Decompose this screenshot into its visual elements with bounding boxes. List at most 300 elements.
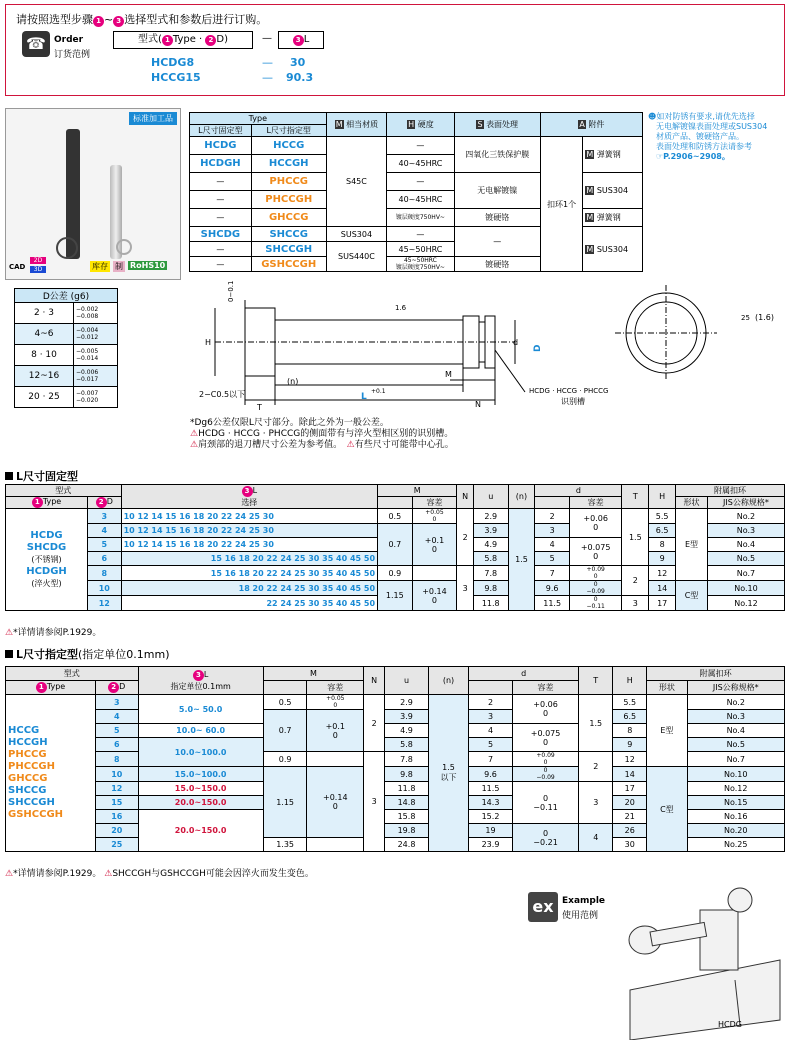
spec-type: PHCCG: [8, 749, 47, 760]
surface-cell: 四氧化三铁保护膜: [454, 137, 540, 173]
cell-l-range: 10.0~100.0: [138, 738, 263, 767]
th-hardness: 硬度: [417, 120, 434, 129]
cell-h: 5.5: [613, 695, 647, 710]
type-spec: HCCGH: [251, 155, 326, 173]
th-type: 型式: [6, 667, 139, 681]
cell-d: 6: [96, 738, 139, 752]
cell-dd: 7: [469, 752, 513, 767]
cell-dtol: 0 −0.21: [512, 824, 578, 852]
cell-jis: No.12: [707, 596, 784, 611]
fixed-type: SHCDG: [26, 541, 67, 553]
example-badge: ex: [528, 892, 558, 922]
cell-u: 3.9: [385, 710, 429, 724]
dim-h: H: [205, 338, 212, 347]
dtol-lower: −0.020: [76, 397, 99, 404]
cell-jis: No.10: [687, 767, 785, 782]
cell-jis: No.12: [687, 782, 785, 796]
cell-shape: C型: [676, 581, 708, 611]
cell-l-range: 5.0~ 50.0: [138, 695, 263, 724]
drawing-notes: [190, 418, 454, 451]
cell-l-range: 20.0~150.0: [138, 796, 263, 810]
th-n: N: [457, 485, 474, 509]
type-fixed: HCDGH: [190, 155, 252, 173]
cell-l-list: 10 12 14 15 16 18 20 22 24 25 30: [121, 509, 377, 524]
cell-dtol: 0 −0.11: [512, 782, 578, 824]
cell-h: 30: [613, 838, 647, 852]
cell-jis: No.5: [687, 738, 785, 752]
th-tol: 容差: [512, 681, 578, 695]
col1-c: D): [216, 34, 229, 45]
cell-h: 17: [649, 596, 676, 611]
cell-m: 0.7: [263, 710, 307, 752]
cell-u: 4.9: [385, 724, 429, 738]
cell-dd: 11.5: [469, 782, 513, 796]
standard-badge: 标准加工品: [129, 112, 177, 125]
cell-jis: No.7: [687, 752, 785, 767]
cell-h: 21: [613, 810, 647, 824]
type-spec: SHCCG: [251, 227, 326, 242]
spec-unit: (指定单位0.1mm): [78, 648, 170, 661]
spec-section-title: L尺寸指定型: [16, 648, 79, 661]
cad-2d-badge: 2D: [30, 257, 46, 264]
order-ex1-l: 30: [290, 56, 306, 69]
cell-m: 0.9: [263, 752, 307, 767]
attention-icon: ⚠: [5, 628, 14, 638]
order-label-en: Order: [54, 35, 84, 45]
surface-cell: 镀硬铬: [454, 257, 540, 272]
example-cn: 使用范例: [562, 911, 599, 921]
spec-type: SHCCG: [8, 785, 47, 796]
cell-dd: 9.6: [535, 581, 570, 596]
th-d: d: [535, 485, 622, 497]
acc-material: SUS304: [596, 244, 629, 254]
example-en: Example: [562, 896, 606, 906]
intro-c: 选择型式和参数后进行订购。: [124, 13, 268, 26]
cell-l-range: 10.0~ 60.0: [138, 724, 263, 738]
key-m: M: [335, 120, 343, 129]
th-l-unit: 指定单位0.1mm: [170, 681, 231, 691]
fixed-footnote: *详情请参阅P.1929。: [13, 628, 102, 638]
cell-jis: No.5: [707, 552, 784, 566]
cell-h: 9: [613, 738, 647, 752]
cad-label: CAD: [9, 263, 26, 271]
cell-h: 6.5: [649, 524, 676, 538]
th-nn: (n): [428, 667, 468, 695]
cell-d: 8: [96, 752, 139, 767]
key-h: H: [408, 120, 415, 129]
cell-t: 1.5: [622, 509, 649, 566]
made-badge: 制: [115, 262, 123, 271]
cell-shape: E型: [647, 695, 687, 767]
note-2: HCDG · HCCG · PHCCG的侧面带有与淬火型相区别的识别槽。: [198, 429, 454, 439]
cell-l-list: 10 12 14 15 16 18 20 22 24 25 30: [121, 538, 377, 552]
svg-text:1.6: 1.6: [395, 304, 407, 312]
svg-text:识别槽: 识别槽: [561, 397, 585, 406]
cell-dtol: 0 −0.11: [569, 596, 621, 611]
dtol-upper: −0.005: [76, 348, 99, 355]
cell-l-list: 15 16 18 20 22 24 25 30 35 40 45 50: [121, 552, 377, 566]
cell-u: 14.8: [385, 796, 429, 810]
th-u: u: [385, 667, 429, 695]
cell-t: 1.5: [579, 695, 613, 752]
cell-u: 3.9: [473, 524, 508, 538]
cell-d: 4: [88, 524, 122, 538]
key-s: S: [477, 120, 483, 129]
type-fixed: —: [190, 242, 252, 257]
fixed-type-note: (不锈钢): [31, 554, 62, 564]
cell-dd: 4: [469, 724, 513, 738]
svg-text:(1.6): (1.6): [755, 313, 774, 322]
cell-d: 15: [96, 796, 139, 810]
cell-jis: No.20: [687, 824, 785, 838]
attention-icon: ⚠: [190, 429, 199, 439]
spec-footnote: *详情请参阅P.1929。: [13, 869, 102, 879]
th-type: 型式: [6, 485, 122, 497]
cell-u: 5.8: [473, 552, 508, 566]
cell-l-list: 18 20 22 24 25 30 35 40 45 50: [121, 581, 377, 596]
hardness-cell: —: [387, 173, 455, 191]
type-fixed: —: [190, 191, 252, 209]
acc-material: 弹簧钢: [596, 150, 621, 159]
cell-dd: 3: [535, 524, 570, 538]
attention-icon: ⚠: [104, 869, 113, 879]
th-l: L: [252, 485, 258, 495]
th-t: T: [622, 485, 649, 509]
svg-text:HCDG · HCCG · PHCCG: HCDG · HCCG · PHCCG: [529, 387, 609, 395]
type-spec: GSHCCGH: [251, 257, 326, 272]
dtol-lower: −0.014: [76, 355, 99, 362]
fixed-length-table: 型式 3 L 选择 M N u (n) d T H 附属扣环 1 Type 2 D 容差 容差 形状 JIS公称规格* HCDG SHCDG (不锈钢) HCDGH (淬火型) 3 10 12 14 15 16 18 20 22 24 25 30 0.5 +0.05 0 2 2.9 1.5 2 +0.06 0 1.5 5.5 E型 No.2 4 10 12 14 15 16 18 20 22 24 25 30 0.7 +0.1 0 3.9 3 6.5 No.3 5 10 12 14 15 16 18 20 22 24 25 30 4.9 4 +0.075 0 8 No.4 6 15 16 18 20 22 24 25 30 35 40 45 50 5.8 5 9 No.5 8 15 16 18 20 22 24 25 30 35 40 45 50 0.9 3 7.8 7 +0.09 0 2 12 No.7 10 18 20 22 24 25 30 35 40 45 50 1.15 +0.14 0 9.8 9.6 0 −0.09 14 C型 No.10 12 22 24 25 30 35 40 45 50 11.8 11.5 0 −0.11 3 17 No.12: [5, 484, 785, 611]
cell-mtol: +0.1 0: [412, 524, 457, 566]
cell-dd: 2: [469, 695, 513, 710]
order-box: [5, 4, 785, 96]
cell-jis: No.3: [687, 710, 785, 724]
mat-s45c: S45C: [326, 137, 386, 227]
cell-dtol: +0.09 0: [512, 752, 578, 767]
type-spec: HCCG: [251, 137, 326, 155]
accessory-ring: 扣环1个: [540, 137, 583, 272]
key-a: A: [579, 120, 585, 129]
cell-h: 20: [613, 796, 647, 810]
fixed-type: HCDGH: [26, 565, 67, 577]
cell-dtol: +0.06 0: [569, 509, 621, 538]
spec-footnote-2: SHCCGH与GSHCCGH可能会因淬火而发生变色。: [112, 869, 314, 879]
order-label-cn: 订货范例: [54, 50, 91, 60]
type-fixed: —: [190, 209, 252, 227]
mat-sus304: SUS304: [326, 227, 386, 242]
cell-t: 2: [622, 566, 649, 596]
step1-badge: 1: [93, 16, 104, 27]
spec-type: PHCCGH: [8, 761, 55, 772]
cell-m: 0.5: [263, 695, 307, 710]
spec-type: HCCGH: [8, 737, 48, 748]
th-type1: Type: [42, 497, 62, 506]
cell-mtol: +0.05 0: [412, 509, 457, 524]
th-u: u: [473, 485, 508, 509]
cell-u: 7.8: [385, 752, 429, 767]
cell-t: 3: [622, 596, 649, 611]
note-line: 如对防锈有要求,请优先选择: [656, 112, 755, 121]
order-col1-box: 型式( 1 Type · 2 D): [113, 31, 253, 49]
cell-d: 4: [96, 710, 139, 724]
cell-dtol: +0.075 0: [569, 538, 621, 566]
cell-d: 20: [96, 824, 139, 838]
dtol-upper: −0.007: [76, 390, 99, 397]
th-nn: (n): [508, 485, 535, 509]
dtol-upper: −0.004: [76, 327, 99, 334]
cell-jis: No.4: [687, 724, 785, 738]
dtol-size: 12~16: [15, 366, 74, 387]
cell-u: 15.8: [385, 810, 429, 824]
note-line: 表面处理和防锈方法请参考: [656, 142, 752, 151]
hardness-cell: 45~50HRC: [403, 257, 437, 264]
cell-n: 3: [364, 752, 385, 852]
cell-t: 2: [579, 752, 613, 782]
hardness-cell: —: [387, 137, 455, 155]
surface-cell: —: [454, 227, 540, 257]
cell-h: 12: [613, 752, 647, 767]
cell-h: 26: [613, 824, 647, 838]
th-l-select: 选择: [241, 497, 258, 507]
th-tol: 容差: [412, 497, 457, 509]
hardness-cell: 40~45HRC: [387, 191, 455, 209]
type-spec: GHCCG: [251, 209, 326, 227]
order-dash: —: [262, 33, 272, 44]
cell-mtol: +0.1 0: [307, 710, 364, 752]
attention-icon: ⚠: [190, 440, 199, 450]
d-tolerance-table: [14, 288, 118, 408]
th-t: T: [579, 667, 613, 695]
order-ex2-type: HCCG15: [151, 71, 201, 84]
order-col2-box: 3 L: [278, 31, 324, 49]
cell-d: 6: [88, 552, 122, 566]
col2-label: L: [303, 34, 310, 45]
th-m: M: [378, 485, 457, 497]
svg-text:D: D: [533, 344, 543, 352]
fixed-section-title: L尺寸固定型: [5, 468, 78, 484]
svg-text:M: M: [445, 370, 452, 379]
cell-u: 5.8: [385, 738, 429, 752]
cell-dd: 14.3: [469, 796, 513, 810]
cell-h: 17: [613, 782, 647, 796]
svg-text:N: N: [475, 400, 481, 409]
cad-3d-badge: 3D: [30, 266, 46, 273]
cell-dtol: +0.06 0: [512, 695, 578, 724]
dtol-lower: −0.017: [76, 376, 99, 383]
note-3: 肩颈部的退刀槽尺寸公差为参考值。: [198, 440, 338, 450]
dtol-size: 4~6: [15, 324, 74, 345]
th-d2: D: [106, 497, 113, 506]
hardness-cell: 45~50HRC: [387, 242, 455, 257]
cell-u: 24.8: [385, 838, 429, 852]
cell-m: 0.5: [378, 509, 413, 524]
fixed-type-note: (淬火型): [31, 578, 62, 588]
cell-dtol: +0.075 0: [512, 724, 578, 752]
cell-dd: 15.2: [469, 810, 513, 824]
info-icon: ☻: [648, 112, 657, 121]
type-fixed: HCDG: [190, 137, 252, 155]
dtol-size: 20 · 25: [15, 387, 74, 408]
note-line: 无电解镀镍表面处理或SUS304: [656, 122, 768, 131]
cell-mtol: +0.14 0: [412, 581, 457, 611]
product-image-box: [5, 108, 181, 280]
cell-dd: 19: [469, 824, 513, 838]
cell-h: 8: [613, 724, 647, 738]
cell-dd: 4: [535, 538, 570, 552]
th-h: H: [613, 667, 647, 695]
cell-jis: No.2: [707, 509, 784, 524]
th-shape: 形状: [676, 497, 708, 509]
cell-dd: 23.9: [469, 838, 513, 852]
note-4: 有些尺寸可能带中心孔。: [354, 440, 454, 450]
col1-b: Type ·: [172, 34, 206, 45]
order-ex1-type: HCDG8: [151, 56, 195, 69]
cell-nn: 1.5 以下: [428, 695, 468, 852]
fixed-type: HCDG: [30, 529, 63, 541]
th-tol: 容差: [307, 681, 364, 695]
cell-u: 11.8: [385, 782, 429, 796]
ring2-image: [116, 239, 132, 255]
cell-m: 1.35: [263, 838, 307, 852]
cell-jis: No.3: [707, 524, 784, 538]
cell-dd: 5: [535, 552, 570, 566]
pin-drawing: [195, 280, 785, 415]
note-line: 材质产品、镀硬铬产品。: [656, 132, 744, 141]
cell-d: 16: [96, 810, 139, 824]
cell-m: 1.15: [263, 767, 307, 838]
cell-jis: No.2: [687, 695, 785, 710]
cell-l-list: 10 12 14 15 16 18 20 22 24 25 30: [121, 524, 377, 538]
step3-badge: 3: [113, 16, 124, 27]
cell-h: 14: [613, 767, 647, 782]
intro-b: ~: [104, 13, 114, 26]
cell-shape: E型: [676, 509, 708, 581]
spec-type: SHCCGH: [8, 797, 55, 808]
svg-text:L: L: [361, 392, 367, 402]
svg-text:+0.1: +0.1: [371, 388, 386, 395]
order-intro: [16, 11, 267, 27]
cell-u: 4.9: [473, 538, 508, 552]
hardness-cell: 镀层硬度750HV~: [387, 209, 455, 227]
cell-shape: C型: [647, 767, 687, 852]
cell-t: 4: [579, 824, 613, 852]
dtol-lower: −0.012: [76, 334, 99, 341]
cell-u: 2.9: [385, 695, 429, 710]
cell-dd: 9.6: [469, 767, 513, 782]
cell-l-range: 20.0~150.0: [138, 810, 263, 852]
dtol-size: 8 · 10: [15, 345, 74, 366]
type-fixed: SHCDG: [190, 227, 252, 242]
cell-dtol: 0 −0.09: [512, 767, 578, 782]
cell-d: 3: [88, 509, 122, 524]
cell-dd: 2: [535, 509, 570, 524]
example-part-label: HCDG: [718, 1020, 742, 1029]
cell-jis: No.15: [687, 796, 785, 810]
type-material-table: Type M 相当材质 H 硬度 S 表面处理 A 附件 L尺寸固定型 L尺寸指定型 HCDG HCCG S45C — 四氧化三铁保护膜 扣环1个 M 弹簧钢 HCDGH HCCGH 40~45HRC — PHCCG — 无电解镀镍 M SUS304 — PHCCGH 40~45HRC — GHCCG 镀层硬度750HV~ 镀硬铬 M 弹簧钢 SHCDG SHCCG SUS304 — — M SUS304 — SHCCGH SUS440C 45~50HRC — GSHCCGH 45~50HRC 镀层硬度750HV~ 镀硬铬: [189, 112, 643, 272]
th-ring: 附属扣环: [647, 667, 785, 681]
surface-cell: 镀硬铬: [454, 209, 540, 227]
cell-u: 9.8: [473, 581, 508, 596]
cell-h: 6.5: [613, 710, 647, 724]
note-line: P.2906~2908。: [663, 152, 730, 161]
hardness-cell: 40~45HRC: [387, 155, 455, 173]
cell-n: 2: [364, 695, 385, 752]
svg-text:d: d: [513, 338, 519, 347]
surface-cell: 无电解镀镍: [454, 173, 540, 209]
specified-length-table: 型式 3 L 指定单位0.1mm M N u (n) d T H 附属扣环 1 Type 2 D 容差 容差 形状 JIS公称规格* HCCG HCCGH PHCCG PHCCGH GHCCG SHCCG SHCCGH GSHCCGH 3 5.0~ 50.0 0.5 +0.05 0 2 2.9 1.5 以下 2 +0.06 0 1.5 5.5 E型 No.2 4 0.7 +0.1 0 3.9 3 6.5 No.3 5 10.0~ 60.0 4.9 4 +0.075 0 8 No.4 6 10.0~100.0 5.8 5 9 No.5 8 0.9 3 7.8 7 +0.09 0 2 12 No.7 10 15.0~100.0 1.15 +0.14 0 9.8 9.6 0 −0.09 14 C型 No.10 12 15.0~150.0 11.8 11.5 0 −0.11 3 17 No.12 15 20.0~150.0 14.8 14.3 20 No.15 16 20.0~150.0 15.8 15.2 21 No.16 20 19.8 19 0 −0.21 4 26 No.20 25 1.35 24.8 23.9 30 No.25: [5, 666, 785, 852]
type-spec: SHCCGH: [251, 242, 326, 257]
example-illustration: [590, 870, 785, 1040]
th-ring: 附属扣环: [676, 485, 785, 497]
cell-h: 5.5: [649, 509, 676, 524]
phone-icon: ☎: [22, 31, 50, 57]
cell-jis: No.7: [707, 566, 784, 581]
svg-text:2−C0.5以下: 2−C0.5以下: [199, 390, 246, 399]
cell-mtol: +0.14 0: [307, 767, 364, 838]
mat-sus440c: SUS440C: [326, 242, 386, 272]
dtol-upper: −0.006: [76, 369, 99, 376]
th-fixed: L尺寸固定型: [190, 125, 252, 137]
note-1: *Dg6公差仅限L尺寸部分。除此之外为一般公差。: [190, 418, 389, 428]
th-jis: JIS公称规格*: [707, 497, 784, 509]
cell-u: 19.8: [385, 824, 429, 838]
cell-h: 9: [649, 552, 676, 566]
th-tol: 容差: [569, 497, 621, 509]
acc-material: SUS304: [596, 186, 629, 195]
cell-u: 2.9: [473, 509, 508, 524]
cell-dd: 7: [535, 566, 570, 581]
cell-d: 5: [88, 538, 122, 552]
cell-n: 3: [457, 566, 474, 611]
rust-note: [648, 112, 788, 162]
cell-nn: 1.5: [508, 509, 535, 611]
spec-type: GHCCG: [8, 773, 48, 784]
cell-l-list: 22 24 25 30 35 40 45 50: [121, 596, 377, 611]
cell-jis: No.4: [707, 538, 784, 552]
cell-dd: 5: [469, 738, 513, 752]
cell-d: 12: [88, 596, 122, 611]
cell-t: 3: [579, 782, 613, 824]
col1-a: 型式(: [137, 34, 162, 45]
cell-dtol: +0.09 0: [569, 566, 621, 581]
attention-icon: ⚠: [346, 440, 355, 450]
spec-type: HCCG: [8, 725, 40, 736]
cell-l-list: 15 16 18 20 22 24 25 30 35 40 45 50: [121, 566, 377, 581]
th-accessory: 附件: [588, 120, 605, 129]
cell-h: 8: [649, 538, 676, 552]
svg-text:T: T: [257, 403, 262, 412]
attention-icon: ⚠: [5, 869, 14, 879]
page-ref-icon: ☞: [656, 152, 664, 161]
cell-u: 11.8: [473, 596, 508, 611]
cell-d: 12: [96, 782, 139, 796]
cell-jis: No.16: [687, 810, 785, 824]
type-fixed: —: [190, 257, 252, 272]
th-spec: L尺寸指定型: [251, 125, 326, 137]
step2-badge: 2: [205, 35, 216, 46]
cell-h: 14: [649, 581, 676, 596]
cell-u: 7.8: [473, 566, 508, 581]
th-material: 相当材质: [346, 120, 379, 129]
cell-l-range: 15.0~150.0: [138, 782, 263, 796]
spec-type: GSHCCGH: [8, 809, 64, 820]
cell-m: 1.15: [378, 581, 413, 611]
svg-text:(n): (n): [287, 377, 299, 386]
cell-l-range: 15.0~100.0: [138, 767, 263, 782]
cell-dd: 3: [469, 710, 513, 724]
acc-material: 弹簧钢: [596, 213, 621, 222]
dtol-title: D公差 (g6): [15, 289, 118, 303]
